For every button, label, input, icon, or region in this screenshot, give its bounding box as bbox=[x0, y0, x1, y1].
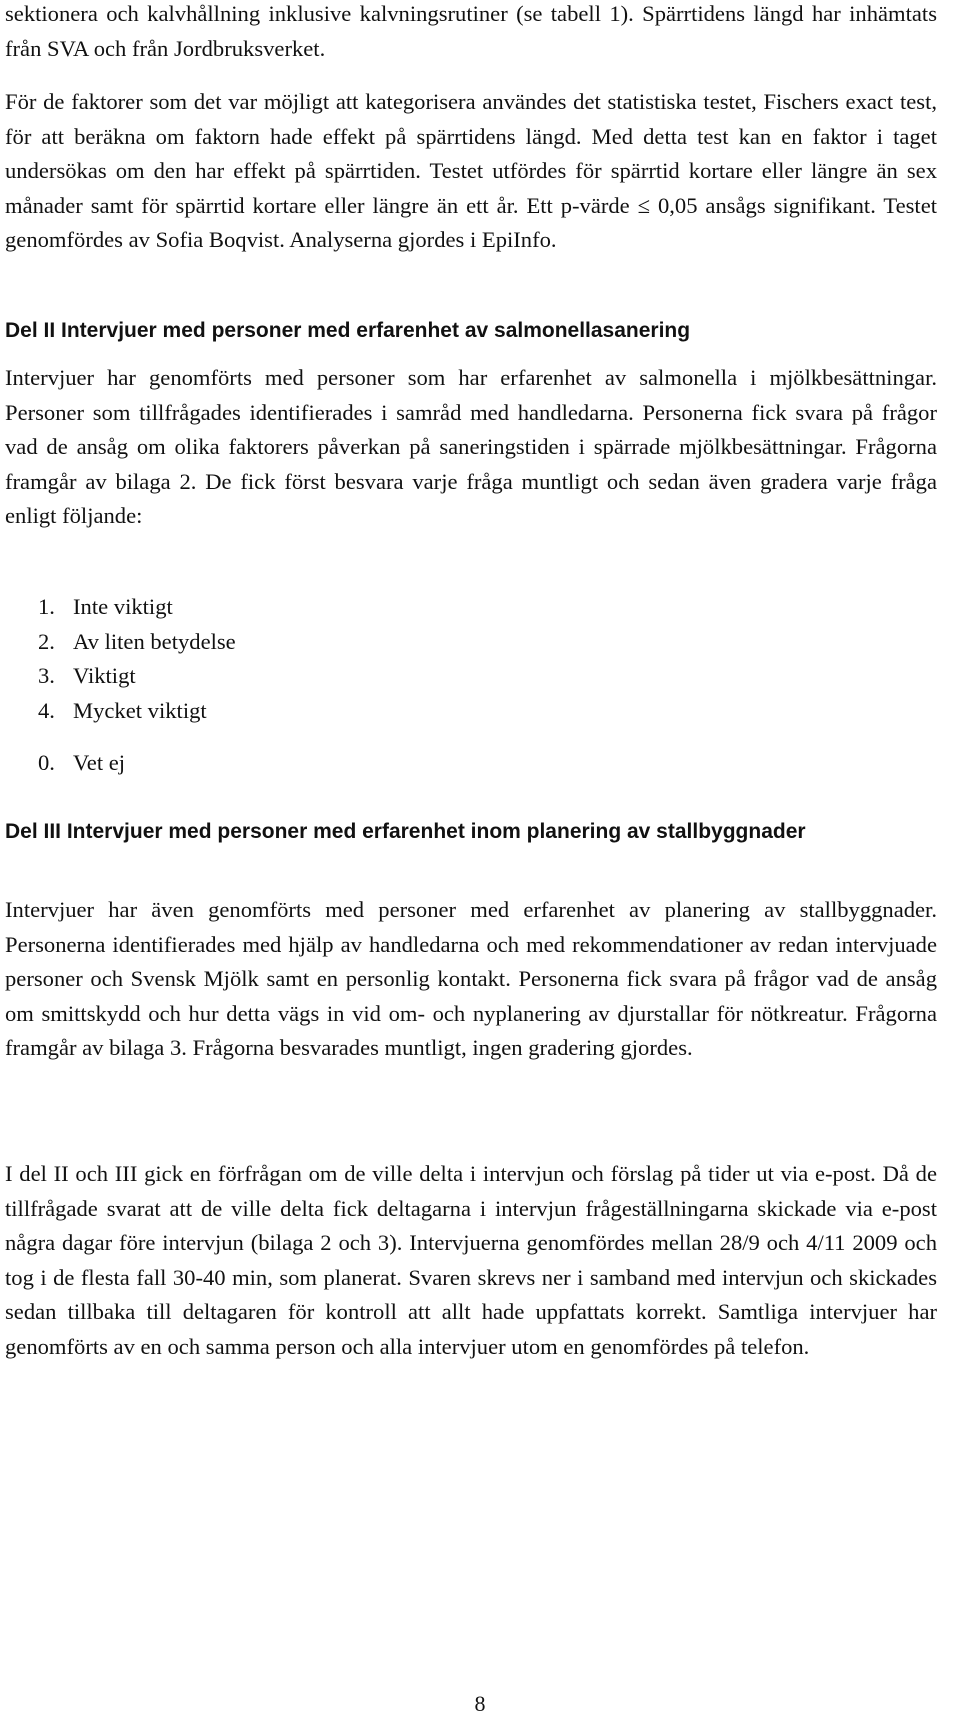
list-item-number: 4. bbox=[38, 697, 55, 723]
list-item bbox=[38, 659, 236, 694]
list-item-label: Av liten betydelse bbox=[73, 628, 236, 654]
page-number: 8 bbox=[474, 1691, 486, 1716]
method-paragraph: I del II och III gick en förfrågan om de ville delta i intervjun och förslag på tider ut via e-post. Då de tillfrågade svarat att de ville delta fick deltagarna i intervjun frågeställningarna skickade via e-post några dagar före intervjun (bilaga 2 och 3). Intervjuerna genomfördes mellan 28/9 och 4/11 2009 och tog i de flesta fall 30-40 min, som planerat. Svaren skrevs ner i samband med intervjun och skickades sedan tillbaka till deltagaren för kontroll att allt hade uppfattats korrekt. Samtliga intervjuer har genomförts av en och samma person och alla intervjuer utom en genomfördes på telefon. bbox=[5, 1161, 937, 1359]
stats-paragraph: För de faktorer som det var möjligt att kategorisera användes det statistiska testet, Fischers exact test, för att beräkna om faktorn hade effekt på spärrtidens längd. Med detta test kan en faktor i taget undersökas om den har effekt på spärrtiden. Testet utfördes för spärrtid kortare eller längre än sex månader samt för spärrtid kortare eller längre än ett år. Ett p-värde ≤ 0,05 ansågs signifikant. Testet genomfördes av Sofia Boqvist. Analyserna gjordes i EpiInfo. bbox=[5, 89, 937, 253]
intro-paragraph: sektionera och kalvhållning inklusive kalvningsrutiner (se tabell 1). Spärrtidens längd har inhämtats från SVA och från Jordbruksverket. bbox=[5, 1, 937, 61]
list-item-label: Mycket viktigt bbox=[73, 697, 207, 723]
list-item-label: Viktigt bbox=[73, 663, 136, 688]
section3-heading: Del III Intervjuer med personer med erfarenhet inom planering av stallbyggnader bbox=[5, 820, 806, 843]
section2-heading: Del II Intervjuer med personer med erfarenhet av salmonellasanering bbox=[5, 319, 691, 342]
list-item-number: 1. bbox=[38, 594, 55, 619]
list-item-number: 0. bbox=[38, 750, 55, 775]
list-item-label: Vet ej bbox=[73, 750, 126, 775]
list-item bbox=[38, 625, 236, 660]
list-item-label: Inte viktigt bbox=[73, 594, 173, 619]
rating-scale-list bbox=[38, 590, 236, 781]
list-item-number: 3. bbox=[38, 663, 55, 688]
section2-paragraph: Intervjuer har genomförts med personer som har erfarenhet av salmonella i mjölkbesättningar. Personer som tillfrågades identifierades i samråd med handledarna. Personerna fick svara på frågor vad de ansåg om olika faktorers påverkan på saneringstiden i spärrade mjölkbesättningar. Frågorna framgår av bilaga 2. De fick först besvara varje fråga muntligt och sedan även gradera varje fråga enligt följande: bbox=[5, 365, 937, 529]
list-item bbox=[38, 590, 236, 625]
list-item bbox=[38, 746, 236, 781]
list-item bbox=[38, 694, 236, 729]
section3-paragraph: Intervjuer har även genomförts med personer med erfarenhet av planering av stallbyggnader. Personerna identifierades med hjälp av handledarna och med rekommendationer av redan intervjuade personer och Svensk Mjölk samt en personlig kontakt. Personerna fick svara på frågor vad de ansåg om smittskydd och hur detta vägs in vid om- och nyplanering av djurstallar för nötkreatur. Frågorna framgår av bilaga 3. Frågorna besvarades muntligt, ingen gradering gjordes. bbox=[5, 897, 937, 1061]
list-item-number: 2. bbox=[38, 628, 55, 654]
